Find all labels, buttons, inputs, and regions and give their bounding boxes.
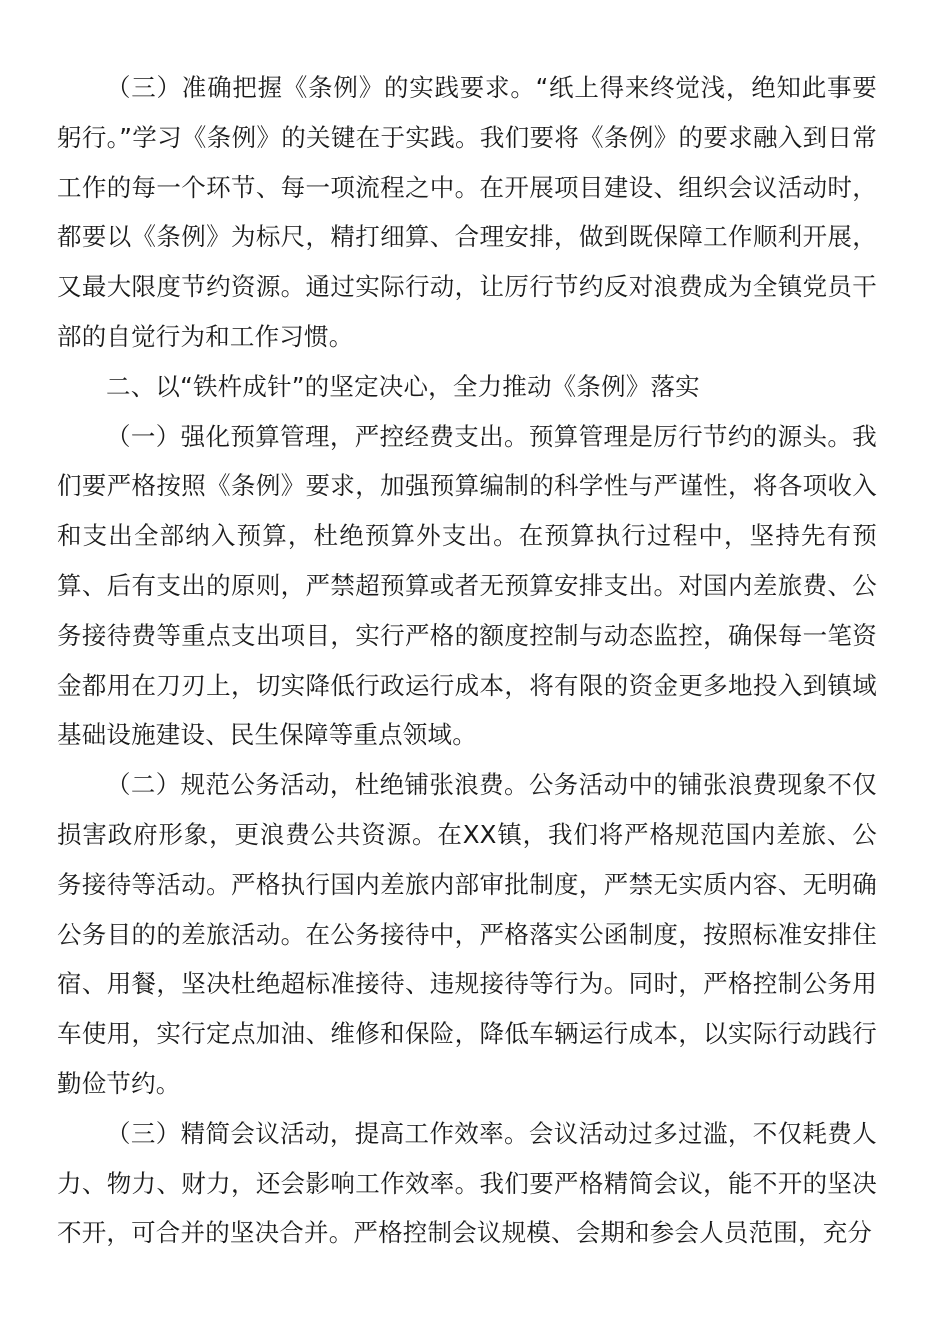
document-body xyxy=(57,63,877,1258)
section-heading-two: 二、以“铁杵成针”的坚定决心，全力推动《条例》落实 xyxy=(106,371,700,401)
paragraph-budget-management: （一）强化预算管理，严控经费支出。预算管理是厉行节约的源头。我们要严格按照《条例》要求，加强预算编制的科学性与严谨性，将各项收入和支出全部纳入预算，杜绝预算外支出。在预算执行过程中，坚持先有预算、后有支出的原则，严禁超预算或者无预算安排支出。对国内差旅费、公务接待费等重点支出项目，实行严格的额度控制与动态监控，确保每一笔资金都用在刀刃上，切实降低行政运行成本，将有限的资金更多地投入到镇域基础设施建设、民生保障等重点领域。 xyxy=(57,421,877,750)
paragraph-practice-requirements: （三）准确把握《条例》的实践要求。“纸上得来终觉浅，绝知此事要躬行。”学习《条例》的关键在于实践。我们要将《条例》的要求融入到日常工作的每一个环节、每一项流程之中。在开展项目建设、组织会议活动时，都要以《条例》为标尺，精打细算、合理安排，做到既保障工作顺利开展，又最大限度节约资源。通过实际行动，让厉行节约反对浪费成为全镇党员干部的自觉行为和工作习惯。 xyxy=(57,73,877,351)
paragraph-streamline-meetings: （三）精简会议活动，提高工作效率。会议活动过多过滥，不仅耗费人力、物力、财力，还会影响工作效率。我们要严格精简会议，能不开的坚决不开，可合并的坚决合并。严格控制会议规模、会期和参会人员范围，充分 xyxy=(57,1118,877,1248)
paragraph-official-activities: （二）规范公务活动，杜绝铺张浪费。公务活动中的铺张浪费现象不仅损害政府形象，更浪费公共资源。在XX镇，我们将严格规范国内差旅、公务接待等活动。严格执行国内差旅内部审批制度，严禁无实质内容、无明确公务目的的差旅活动。在公务接待中，严格落实公函制度，按照标准安排住宿、用餐，坚决杜绝超标准接待、违规接待等行为。同时，严格控制公务用车使用，实行定点加油、维修和保险，降低车辆运行成本，以实际行动践行勤俭节约。 xyxy=(57,770,877,1098)
